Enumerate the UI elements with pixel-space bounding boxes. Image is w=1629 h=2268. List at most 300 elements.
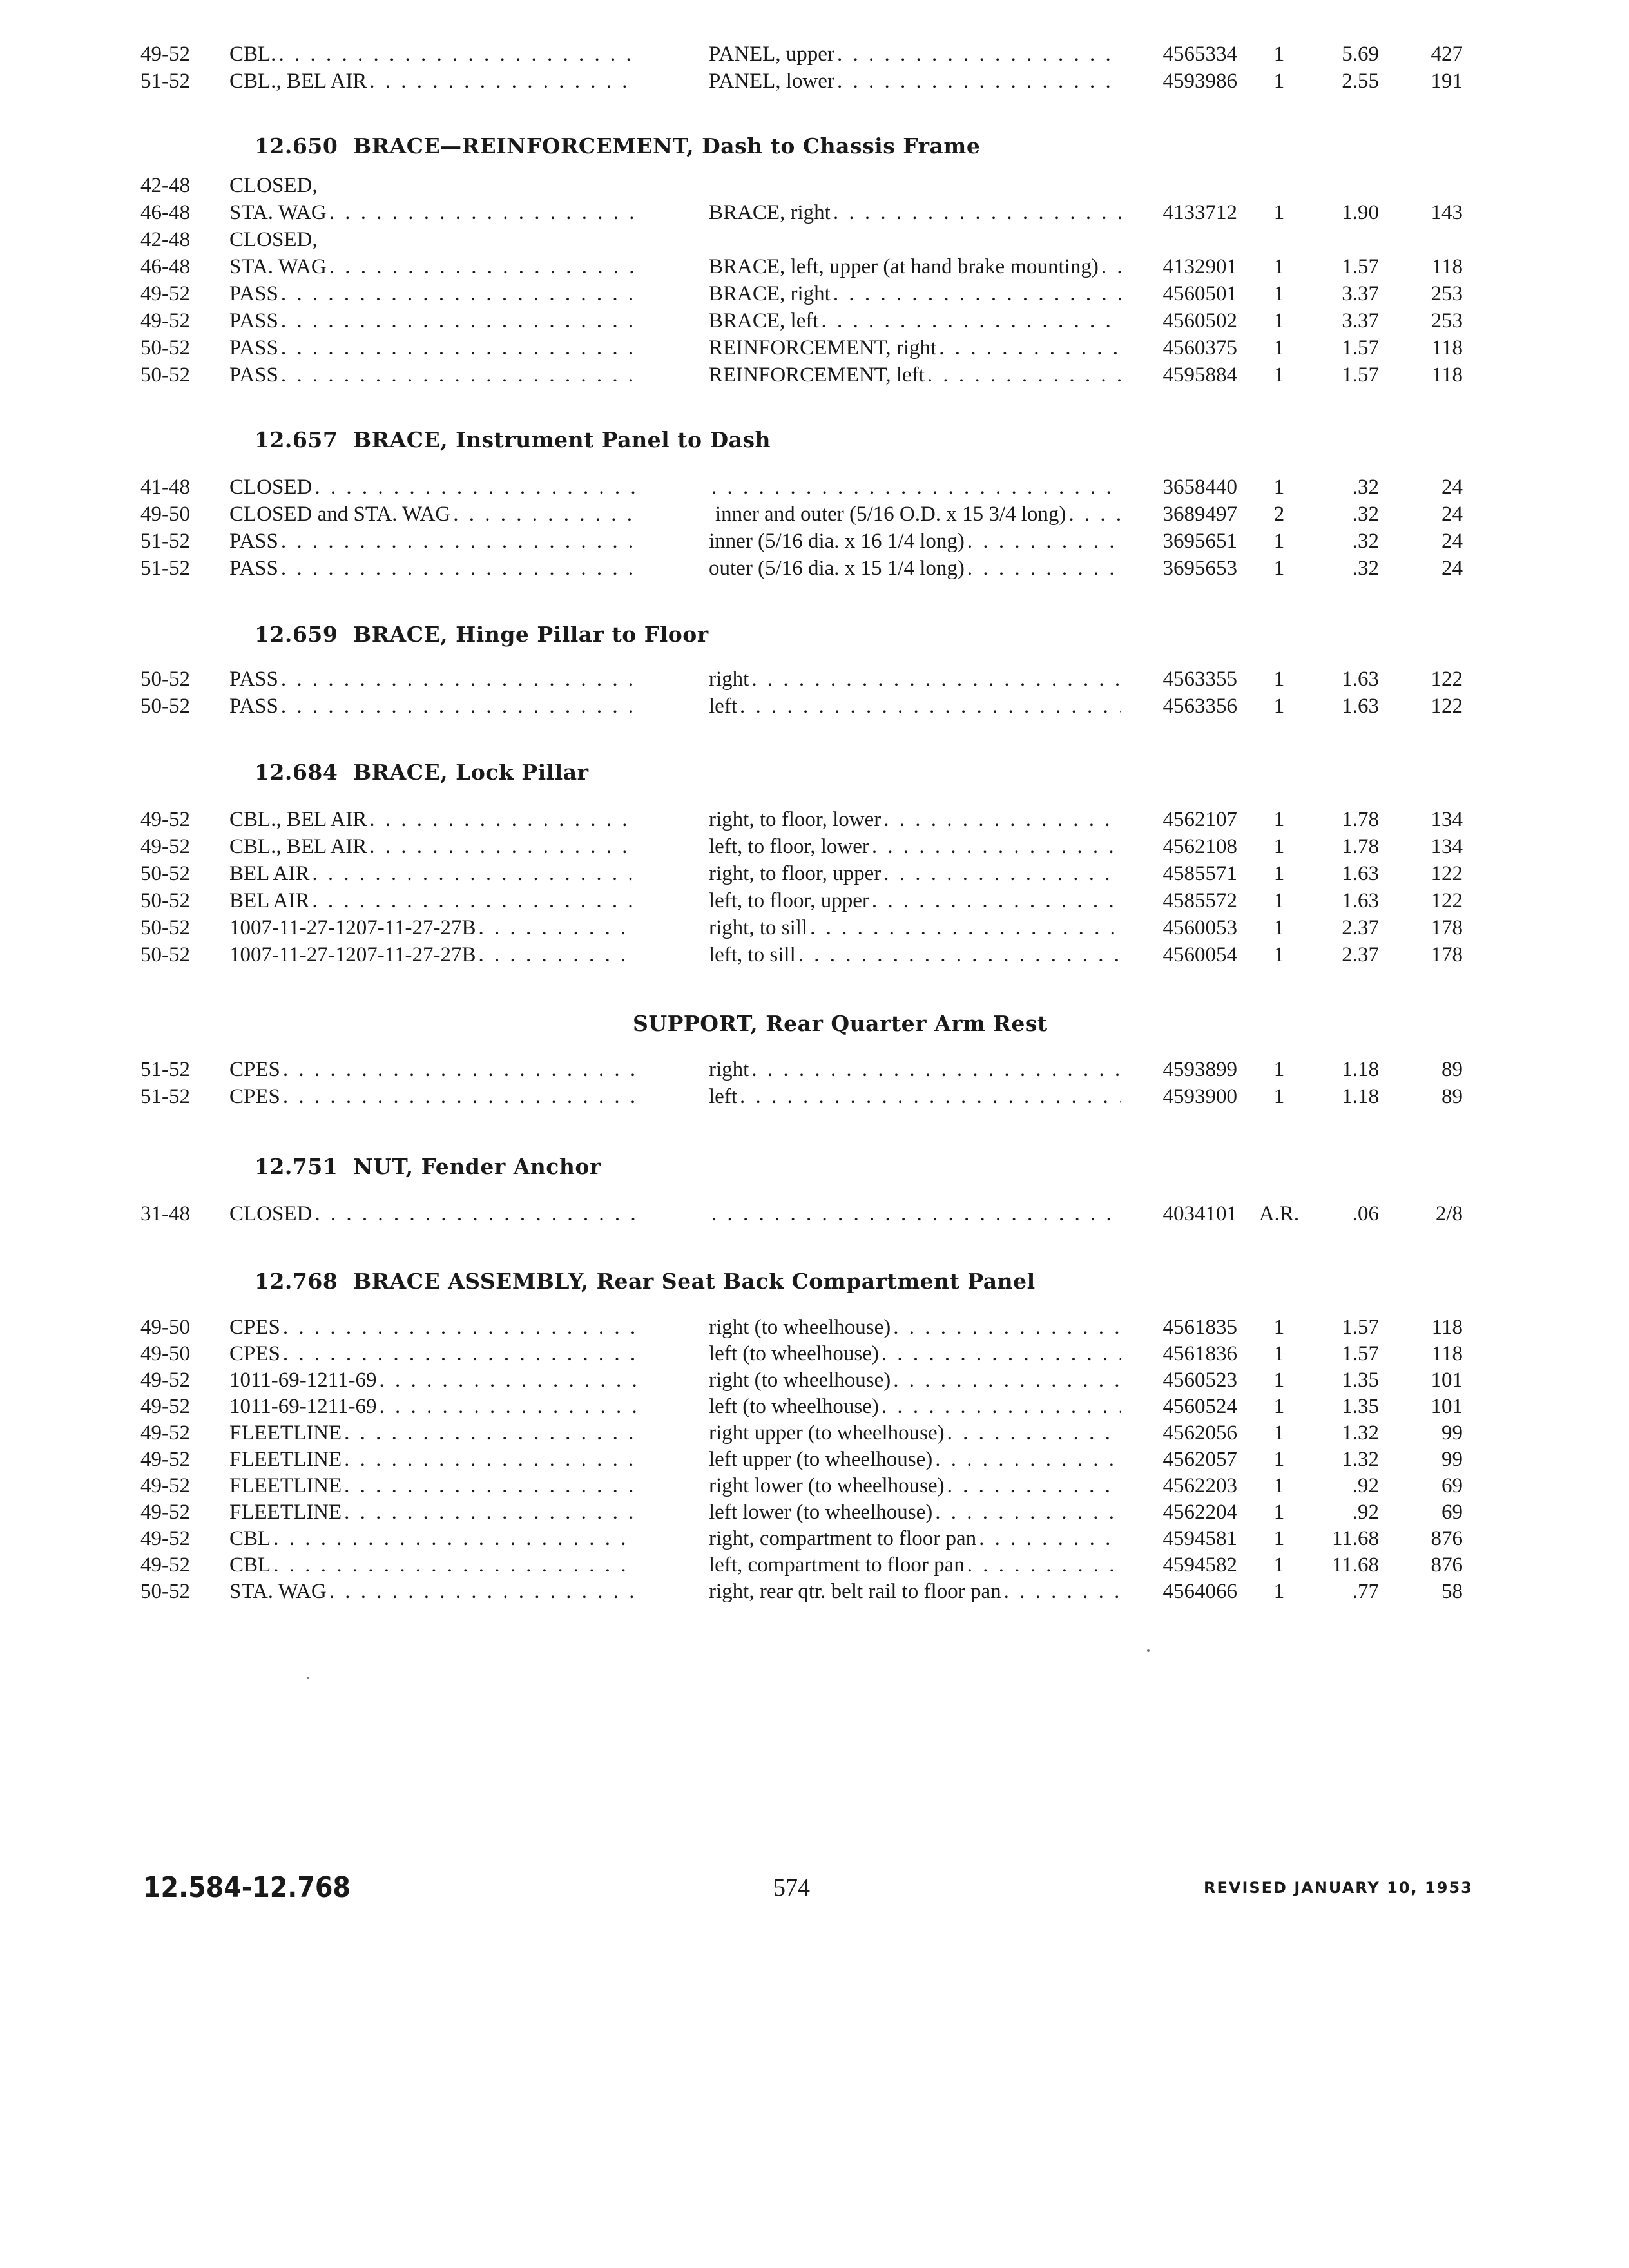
part-number: 4593900 [1162,1085,1237,1108]
model: BEL AIR . . . [229,887,637,915]
description: BRACE, right . . . [709,280,1121,308]
list-price: 1.35 [1342,1395,1379,1418]
part-number: 4562203 [1162,1474,1237,1497]
year-range: 49-52 [140,1421,190,1445]
description: left, compartment to floor pan . . . [709,1551,1121,1579]
description [709,1200,1121,1228]
table-row [0,860,1629,888]
table-row [0,280,1629,308]
list-price: .32 [1352,557,1379,580]
quantity: 1 [1273,835,1285,858]
description: PANEL, lower . . . [709,67,1121,95]
weight: 99 [1441,1421,1463,1445]
model: PASS . . . [229,307,637,335]
list-price: 11.68 [1331,1527,1379,1550]
model: CLOSED . . . [229,1200,637,1228]
list-price: 2.55 [1342,70,1379,93]
year-range: 41-48 [140,476,190,499]
list-price: .32 [1352,476,1379,499]
list-price: 1.32 [1342,1421,1379,1445]
section-title: BRACE—REINFORCEMENT, Dash to Chassis Frame [353,133,981,159]
year-range: 50-52 [140,336,190,360]
list-price: 1.57 [1342,1316,1379,1339]
description: right . . . [709,665,1121,693]
list-price: 1.35 [1342,1369,1379,1392]
year-range: 50-52 [140,889,190,912]
part-number: 4594582 [1162,1553,1237,1577]
part-number: 3695653 [1162,557,1237,580]
weight: 143 [1431,201,1463,224]
quantity: 1 [1273,1085,1285,1108]
list-price: 1.18 [1342,1058,1379,1081]
table-row [0,887,1629,915]
weight: 178 [1431,943,1463,966]
part-number: 4560523 [1162,1369,1237,1392]
quantity: 1 [1273,916,1285,939]
quantity: 1 [1273,557,1285,580]
table-row [0,805,1629,834]
section-heading [255,620,709,649]
table-row [0,1055,1629,1084]
part-number: 4594581 [1162,1527,1237,1550]
part-number: 4563355 [1162,668,1237,691]
table-row [0,1419,1629,1447]
table-row [0,198,1629,227]
quantity: 1 [1273,1448,1285,1471]
model: 1011-69-1211-69 . . . [229,1366,637,1394]
description: BRACE, left . . . [709,307,1121,335]
description: left . . . [709,1082,1121,1111]
quantity: 1 [1273,476,1285,499]
quantity: 1 [1273,1316,1285,1339]
section-title: SUPPORT, Rear Quarter Arm Rest [633,1011,1048,1036]
weight: 118 [1431,1342,1463,1365]
description: right (to wheelhouse) . . . [709,1366,1121,1394]
description: BRACE, right . . . [709,198,1121,227]
quantity: 1 [1273,1474,1285,1497]
section-number: 12.768 [255,1269,338,1294]
part-number: 3689497 [1162,503,1237,526]
quantity: 1 [1273,668,1285,691]
section-title: NUT, Fender Anchor [353,1154,601,1179]
quantity: 1 [1273,1058,1285,1081]
table-row [0,361,1629,389]
weight: 253 [1431,282,1463,305]
model: STA. WAG . . . [229,198,637,227]
table-row [0,1524,1629,1553]
weight: 69 [1441,1501,1463,1524]
quantity: 1 [1273,1580,1285,1603]
part-number: 4585571 [1162,862,1237,885]
table-row [0,554,1629,582]
table-row [0,500,1629,528]
quantity: 2 [1273,503,1285,526]
list-price: 1.63 [1342,862,1379,885]
part-number: 4562107 [1162,808,1237,831]
weight: 24 [1441,530,1463,553]
model: PASS . . . [229,554,637,582]
year-range: 49-52 [140,309,190,332]
model: BEL AIR . . . [229,860,637,888]
description: inner and outer (5/16 O.D. x 15 3/4 long) . . . [709,500,1128,528]
part-number: 3658440 [1162,476,1237,499]
year-range: 49-52 [140,1369,190,1392]
part-number: 3695651 [1162,530,1237,553]
table-row [0,473,1629,501]
year-range: 49-52 [140,1501,190,1524]
list-price: 3.37 [1342,282,1379,305]
description: left . . . [709,692,1121,720]
description: right, rear qtr. belt rail to floor pan . . . [709,1577,1121,1606]
weight: 24 [1441,557,1463,580]
list-price: 1.63 [1342,668,1379,691]
part-number: 4562204 [1162,1501,1237,1524]
list-price: 5.69 [1342,43,1379,66]
quantity: 1 [1273,70,1285,93]
section-number: 12.684 [255,760,338,785]
section-heading [255,131,980,161]
year-range: 42-48 [140,228,190,251]
table-row [0,1551,1629,1579]
description: left (to wheelhouse) . . . [709,1392,1121,1421]
model: CBL. . . . [229,40,637,68]
table-row [0,1200,1629,1228]
section-heading [255,425,771,455]
list-price: 1.63 [1342,695,1379,718]
year-range: 51-52 [140,1058,190,1081]
model: PASS . . . [229,334,637,362]
description: outer (5/16 dia. x 15 1/4 long) . . . [709,554,1121,582]
weight: 118 [1431,1316,1463,1339]
quantity: 1 [1273,309,1285,332]
table-row [0,1340,1629,1368]
list-price: .32 [1352,530,1379,553]
weight: 118 [1431,336,1463,360]
description: PANEL, upper . . . [709,40,1121,68]
table-row [0,914,1629,942]
quantity: 1 [1273,201,1285,224]
section-range: 12.584-12.768 [143,1871,351,1904]
list-price: .92 [1352,1501,1379,1524]
weight: 122 [1431,695,1463,718]
year-range: 49-52 [140,1395,190,1418]
page-number: 574 [773,1874,810,1901]
year-range: 46-48 [140,255,190,278]
weight: 122 [1431,862,1463,885]
section-heading [255,1267,1036,1296]
weight: 69 [1441,1474,1463,1497]
model: FLEETLINE . . . [229,1472,637,1500]
weight: 101 [1431,1369,1463,1392]
part-number: 4560501 [1162,282,1237,305]
list-price: 1.63 [1342,889,1379,912]
description: left, to floor, lower . . . [709,832,1121,861]
year-range: 50-52 [140,1580,190,1603]
quantity: 1 [1273,1395,1285,1418]
list-price: 1.32 [1342,1448,1379,1471]
list-price: 2.37 [1342,943,1379,966]
model: CBL., BEL AIR . . . [229,67,637,95]
list-price: .06 [1352,1202,1379,1225]
year-range: 51-52 [140,557,190,580]
year-range: 49-50 [140,503,190,526]
quantity: 1 [1273,363,1285,387]
year-range: 49-50 [140,1342,190,1365]
quantity: 1 [1273,530,1285,553]
year-range: 50-52 [140,943,190,966]
list-price: .92 [1352,1474,1379,1497]
year-range: 51-52 [140,1085,190,1108]
weight: 89 [1441,1085,1463,1108]
table-row [0,665,1629,693]
part-number: 4560524 [1162,1395,1237,1418]
description: right, compartment to floor pan . . . [709,1524,1121,1553]
table-row [0,253,1629,281]
quantity: 1 [1273,862,1285,885]
table-row [0,67,1629,95]
year-range: 50-52 [140,862,190,885]
table-row [0,307,1629,335]
year-range: 49-52 [140,1448,190,1471]
section-heading [255,1152,601,1182]
model: PASS . . . [229,692,637,720]
weight: 89 [1441,1058,1463,1081]
table-row [0,1472,1629,1500]
model: PASS . . . [229,361,637,389]
model: CBL., BEL AIR . . . [229,805,637,834]
weight: 253 [1431,309,1463,332]
quantity: A.R. [1258,1202,1300,1225]
year-range: 51-52 [140,530,190,553]
description: right upper (to wheelhouse) . . . [709,1419,1121,1447]
weight: 178 [1431,916,1463,939]
print-speck [1147,1649,1150,1652]
year-range: 49-52 [140,1553,190,1577]
part-number: 4562108 [1162,835,1237,858]
weight: 101 [1431,1395,1463,1418]
part-number: 4560375 [1162,336,1237,360]
table-row [0,1392,1629,1421]
section-number: 12.657 [255,427,338,452]
year-range: 46-48 [140,201,190,224]
model: FLEETLINE . . . [229,1498,637,1526]
list-price: 11.68 [1331,1553,1379,1577]
table-row [0,941,1629,969]
list-price: .77 [1352,1580,1379,1603]
year-range: 49-52 [140,808,190,831]
list-price: 3.37 [1342,309,1379,332]
quantity: 1 [1273,255,1285,278]
section-number: 12.659 [255,622,338,647]
revision-date: REVISED JANUARY 10, 1953 [1204,1879,1473,1897]
model: CBL . . . [229,1551,637,1579]
description: right . . . [709,1055,1121,1084]
quantity: 1 [1273,1527,1285,1550]
description: right, to sill . . . [709,914,1121,942]
quantity: 1 [1273,808,1285,831]
quantity: 1 [1273,943,1285,966]
list-price: .32 [1352,503,1379,526]
print-speck [307,1677,309,1679]
part-number: 4565334 [1162,43,1237,66]
year-range: 50-52 [140,695,190,718]
part-number: 4563356 [1162,695,1237,718]
weight: 122 [1431,889,1463,912]
model: CBL., BEL AIR . . . [229,832,637,861]
table-row [0,1313,1629,1341]
description: right, to floor, upper . . . [709,860,1121,888]
list-price: 1.57 [1342,255,1379,278]
table-row [0,527,1629,555]
table-row [0,1082,1629,1111]
part-number: 4560502 [1162,309,1237,332]
description [709,473,1121,501]
part-number: 4133712 [1162,201,1237,224]
table-row [0,832,1629,861]
part-number: 4562056 [1162,1421,1237,1445]
table-row [0,1577,1629,1606]
model: PASS . . . [229,527,637,555]
description: left, to sill . . . [709,941,1121,969]
quantity: 1 [1273,282,1285,305]
weight: 118 [1431,255,1463,278]
description: inner (5/16 dia. x 16 1/4 long) . . . [709,527,1121,555]
part-number: 4564066 [1162,1580,1237,1603]
model: STA. WAG . . . [229,1577,637,1606]
model: CPES . . . [229,1082,637,1111]
model: CBL . . . [229,1524,637,1553]
year-range: 50-52 [140,363,190,387]
description: left upper (to wheelhouse) . . . [709,1445,1121,1474]
section-title: BRACE ASSEMBLY, Rear Seat Back Compartment Panel [353,1269,1036,1294]
list-price: 1.18 [1342,1085,1379,1108]
quantity: 1 [1273,695,1285,718]
year-range: 49-52 [140,1527,190,1550]
table-row [0,334,1629,362]
model: CLOSED and STA. WAG . . . [229,500,637,528]
part-number: 4132901 [1162,255,1237,278]
table-row [0,1445,1629,1474]
part-number: 4593899 [1162,1058,1237,1081]
description: left (to wheelhouse) . . . [709,1340,1121,1368]
model: CPES . . . [229,1340,637,1368]
model: FLEETLINE . . . [229,1445,637,1474]
part-number: 4561836 [1162,1342,1237,1365]
year-range: 49-50 [140,1316,190,1339]
year-range: 49-52 [140,43,190,66]
section-heading [633,1009,1048,1039]
description: right (to wheelhouse) . . . [709,1313,1121,1341]
section-title: BRACE, Hinge Pillar to Floor [353,622,709,647]
table-row [0,692,1629,720]
quantity: 1 [1273,889,1285,912]
model: CPES . . . [229,1313,637,1341]
list-price: 1.57 [1342,1342,1379,1365]
table-row [0,40,1629,68]
part-number: 4560054 [1162,943,1237,966]
list-price: 2.37 [1342,916,1379,939]
model: STA. WAG . . . [229,253,637,281]
table-row [0,226,1629,254]
description: BRACE, left, upper (at hand brake mounting) . . . [709,253,1121,281]
year-range: 49-52 [140,835,190,858]
part-number: 4561835 [1162,1316,1237,1339]
weight: 134 [1431,835,1463,858]
quantity: 1 [1273,1369,1285,1392]
model: PASS . . . [229,665,637,693]
quantity: 1 [1273,336,1285,360]
section-number: 12.650 [255,133,338,159]
year-range: 49-52 [140,282,190,305]
description: REINFORCEMENT, right . . . [709,334,1121,362]
list-price: 1.78 [1342,808,1379,831]
section-number: 12.751 [255,1154,338,1179]
description: right lower (to wheelhouse) . . . [709,1472,1121,1500]
weight: 118 [1431,363,1463,387]
description: left lower (to wheelhouse) . . . [709,1498,1121,1526]
description: right, to floor, lower . . . [709,805,1121,834]
model: 1007-11-27-1207-11-27-27B . . . [229,914,637,942]
year-range: 50-52 [140,916,190,939]
year-range: 49-52 [140,1474,190,1497]
table-row [0,1498,1629,1526]
weight: 122 [1431,668,1463,691]
model: 1011-69-1211-69 . . . [229,1392,637,1421]
table-row [0,171,1629,200]
model: 1007-11-27-1207-11-27-27B . . . [229,941,637,969]
list-price: 1.57 [1342,336,1379,360]
quantity: 1 [1273,1421,1285,1445]
model: CLOSED, [229,228,318,251]
weight: 24 [1441,503,1463,526]
description: REINFORCEMENT, left . . . [709,361,1121,389]
year-range: 51-52 [140,70,190,93]
weight: 99 [1441,1448,1463,1471]
weight: 427 [1431,43,1463,66]
section-title: BRACE, Instrument Panel to Dash [353,427,771,452]
part-number: 4593986 [1162,70,1237,93]
table-row [0,1366,1629,1394]
weight: 58 [1441,1580,1463,1603]
description: left, to floor, upper . . . [709,887,1121,915]
year-range: 50-52 [140,668,190,691]
part-number: 4595884 [1162,363,1237,387]
model: CLOSED . . . [229,473,637,501]
model: PASS . . . [229,280,637,308]
quantity: 1 [1273,1553,1285,1577]
weight: 134 [1431,808,1463,831]
section-heading [255,758,588,787]
section-title: BRACE, Lock Pillar [353,760,589,785]
quantity: 1 [1273,1501,1285,1524]
weight: 191 [1431,70,1463,93]
quantity: 1 [1273,1342,1285,1365]
quantity: 1 [1273,43,1285,66]
list-price: 1.57 [1342,363,1379,387]
part-number: 4034101 [1162,1202,1237,1225]
weight: 876 [1431,1553,1463,1577]
part-number: 4562057 [1162,1448,1237,1471]
model: FLEETLINE . . . [229,1419,637,1447]
model: CLOSED, [229,174,318,197]
weight: 2/8 [1435,1202,1463,1225]
part-number: 4560053 [1162,916,1237,939]
weight: 876 [1431,1527,1463,1550]
part-number: 4585572 [1162,889,1237,912]
model: CPES . . . [229,1055,637,1084]
list-price: 1.78 [1342,835,1379,858]
weight: 24 [1441,476,1463,499]
